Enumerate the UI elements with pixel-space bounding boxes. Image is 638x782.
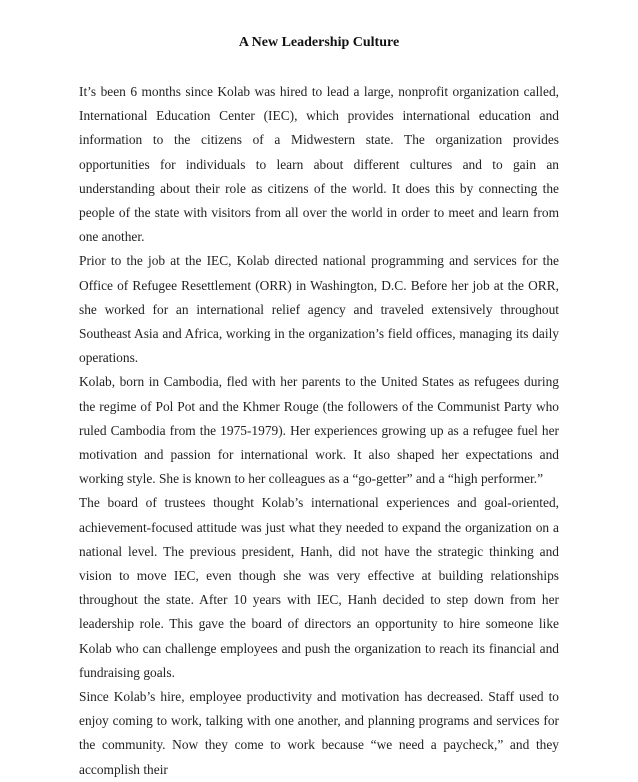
paragraph-2: Prior to the job at the IEC, Kolab directed national programming and services for the Office of Refugee Resettlement (ORR) in Washington, D.C. Before her job at the ORR, she worked for an international relief agency and traveled extensively throughout Southeast Asia and Africa, working in the organization’s field offices, managing its daily operations. <box>79 253 559 366</box>
document-body <box>79 80 559 782</box>
paragraph-3: Kolab, born in Cambodia, fled with her parents to the United States as refugees during the regime of Pol Pot and the Khmer Rouge (the followers of the Communist Party who ruled Cambodia from the 1975-1979). Her experiences growing up as a refugee fuel her motivation and passion for international work. It also shaped her expectations and working style. She is known to her colleagues as a “go-getter” and a “high performer.” <box>79 374 559 487</box>
page-title: A New Leadership Culture <box>238 35 400 50</box>
paragraph-1: It’s been 6 months since Kolab was hired to lead a large, nonprofit organization called, International Education Center (IEC), which provides international education and information to the citizens of a Midwestern state. The organization provides opportunities for individuals to learn about different cultures and to gain an understanding about their role as citizens of the world. It does this by connecting the people of the state with visitors from all over the world in order to meet and learn from one another. <box>79 84 559 245</box>
paragraph-5: Since Kolab’s hire, employee productivity and motivation has decreased. Staff used to enjoy coming to work, talking with one another, and planning programs and services for the community. Now they come to work because “we need a paycheck,” and they accomplish their <box>79 689 559 777</box>
paragraph-4: The board of trustees thought Kolab’s international experiences and goal-oriented, achievement-focused attitude was just what they needed to expand the organization on a national level. The previous president, Hanh, did not have the strategic thinking and vision to move IEC, even though she was very effective at building relationships throughout the state. After 10 years with IEC, Hanh decided to step down from her leadership role. This gave the board of directors an opportunity to hire someone like Kolab who can challenge employees and push the organization to reach its financial and fundraising goals. <box>79 495 559 680</box>
